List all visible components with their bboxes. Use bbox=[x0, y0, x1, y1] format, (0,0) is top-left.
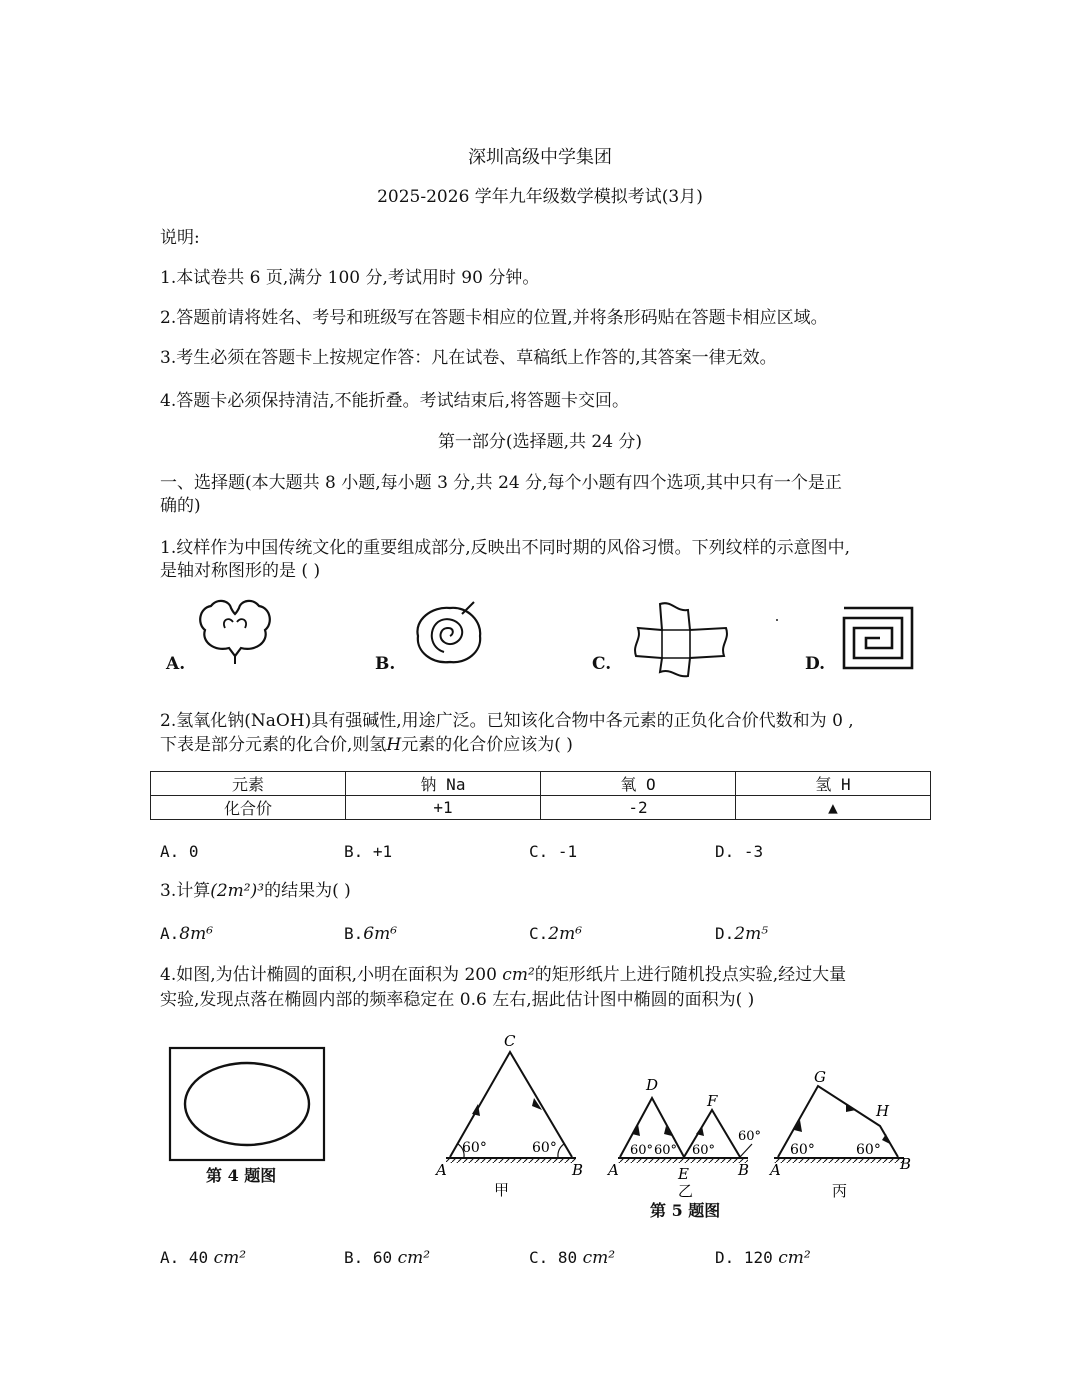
square-spiral-pattern-figure bbox=[840, 604, 916, 672]
q3-option-d-expr: 2m⁵ bbox=[734, 924, 769, 944]
q4-option-a bbox=[160, 1246, 246, 1270]
table-cell: 化合价 bbox=[151, 796, 346, 820]
valence-table bbox=[150, 771, 931, 820]
q3-option-c-expr: 2m⁶ bbox=[548, 924, 583, 944]
yi-label-a: A bbox=[608, 1161, 619, 1179]
q4-option-c-prefix: C. 80 bbox=[529, 1248, 578, 1267]
q4-option-a-unit: cm² bbox=[213, 1248, 247, 1268]
figure-5-yi bbox=[606, 1076, 761, 1200]
cloud-pattern-figure bbox=[195, 598, 275, 670]
yi-angle-1: 60° bbox=[630, 1143, 654, 1158]
part1-title: 第一部分(选择题,共 24 分) bbox=[437, 432, 643, 452]
table-row bbox=[151, 772, 931, 796]
table-row bbox=[151, 796, 931, 820]
figure-5-bing bbox=[768, 1068, 911, 1200]
q2-stem-line2-part1: 下表是部分元素的化合价,则氢 bbox=[160, 735, 387, 755]
q3-option-a bbox=[160, 922, 213, 946]
table-header-cell: 钠 Na bbox=[346, 772, 541, 796]
q4-stem-line1-part2: 的矩形纸片上进行随机投点实验,经过大量 bbox=[534, 965, 847, 985]
yi-label-d: D bbox=[646, 1076, 659, 1094]
jia-angle-1: 60° bbox=[462, 1140, 487, 1156]
q3-option-c-prefix: C. bbox=[529, 924, 549, 943]
q1-option-a-label: A. bbox=[166, 654, 186, 674]
jia-label-b: B bbox=[572, 1161, 584, 1179]
q4-option-d bbox=[715, 1246, 811, 1270]
figure-4-caption: 第 4 题图 bbox=[206, 1166, 277, 1185]
q1-option-d-label: D. bbox=[805, 654, 826, 674]
q4-option-d-prefix: D. 120 bbox=[715, 1248, 773, 1267]
yi-label-b: B bbox=[738, 1161, 750, 1179]
q2-stem-line2-part2: 元素的化合价应该为( ) bbox=[401, 735, 573, 755]
q2-stem-line2 bbox=[160, 733, 573, 757]
jia-label-c: C bbox=[504, 1032, 516, 1050]
bing-angle-2: 60° bbox=[856, 1142, 881, 1158]
bing-label-a: A bbox=[770, 1161, 781, 1179]
notes-heading: 说明: bbox=[160, 228, 200, 248]
table-cell: ▲ bbox=[736, 796, 931, 820]
q1-stem-line1: 1.纹样作为中国传统文化的重要组成部分,反映出不同时期的风俗习惯。下列纹样的示意图中, bbox=[160, 538, 851, 558]
bing-label-h: H bbox=[876, 1102, 890, 1120]
q4-option-b-unit: cm² bbox=[397, 1248, 431, 1268]
jia-angle-2: 60° bbox=[532, 1140, 557, 1156]
figure-5-jia bbox=[434, 1032, 583, 1199]
table-header-cell: 氢 H bbox=[736, 772, 931, 796]
section-instructions-line1: 一、选择题(本大题共 8 小题,每小题 3 分,共 24 分,每个小题有四个选项,其中只有一个是正 bbox=[160, 473, 842, 493]
stray-dot bbox=[776, 619, 778, 621]
q3-option-b bbox=[344, 922, 397, 946]
note-item-2: 2.答题前请将姓名、考号和班级写在答题卡相应的位置,并将条形码贴在答题卡相应区域。 bbox=[160, 308, 828, 328]
yi-label-e: E bbox=[678, 1165, 689, 1183]
q3-option-a-prefix: A. bbox=[160, 924, 180, 943]
q3-option-d-prefix: D. bbox=[715, 924, 735, 943]
bing-label-b: B bbox=[900, 1155, 912, 1173]
q3-option-b-expr: 6m⁶ bbox=[363, 924, 398, 944]
school-title: 深圳高级中学集团 bbox=[468, 147, 612, 168]
note-item-1: 1.本试卷共 6 页,满分 100 分,考试用时 90 分钟。 bbox=[160, 268, 540, 288]
bing-angle-1: 60° bbox=[790, 1142, 815, 1158]
bing-name: 丙 bbox=[832, 1182, 848, 1200]
q4-option-a-prefix: A. 40 bbox=[160, 1248, 209, 1267]
bing-label-g: G bbox=[814, 1068, 826, 1086]
q3-stem-part1: 3.计算 bbox=[160, 881, 211, 901]
yi-angle-3: 60° bbox=[692, 1143, 716, 1158]
yi-angle-2: 60° bbox=[654, 1143, 678, 1158]
q1-stem-line2: 是轴对称图形的是 ( ) bbox=[160, 561, 321, 581]
q1-option-c-label: C. bbox=[592, 654, 612, 674]
q4-option-d-unit: cm² bbox=[778, 1248, 811, 1268]
q2-option-a: A. 0 bbox=[160, 842, 199, 861]
q4-stem-line2: 实验,发现点落在椭圆内部的频率稳定在 0.6 左右,据此估计图中椭圆的面积为( ) bbox=[160, 990, 755, 1010]
table-header-cell: 氧 O bbox=[541, 772, 736, 796]
q2-stem-line1: 2.氢氧化钠(NaOH)具有强碱性,用途广泛。已知该化合物中各元素的正负化合价代数和为 0 , bbox=[160, 711, 854, 731]
table-cell: -2 bbox=[541, 796, 736, 820]
q4-area-unit: cm² bbox=[502, 965, 535, 985]
q2-option-d: D. -3 bbox=[715, 842, 764, 861]
jia-name: 甲 bbox=[494, 1181, 510, 1199]
table-header-cell: 元素 bbox=[151, 772, 346, 796]
q3-stem-part2: 的结果为( ) bbox=[264, 881, 351, 901]
yi-name: 乙 bbox=[678, 1182, 694, 1200]
q4-option-c bbox=[529, 1246, 615, 1270]
exam-title: 2025-2026 学年九年级数学模拟考试(3月) bbox=[377, 187, 703, 207]
q4-stem-line1-part1: 4.如图,为估计椭圆的面积,小明在面积为 bbox=[160, 965, 460, 985]
q4-option-b-prefix: B. 60 bbox=[344, 1248, 393, 1267]
q3-stem bbox=[160, 879, 351, 903]
yi-label-f: F bbox=[707, 1092, 718, 1110]
yi-angle-4: 60° bbox=[738, 1129, 762, 1144]
q3-option-d bbox=[715, 922, 768, 946]
q3-expression: (2m²)³ bbox=[210, 881, 265, 901]
q4-stem-line1 bbox=[160, 963, 846, 987]
figure-5-caption: 第 5 题图 bbox=[650, 1201, 721, 1220]
q3-option-a-expr: 8m⁶ bbox=[179, 924, 214, 944]
pinwheel-pattern-figure bbox=[632, 600, 732, 678]
q3-option-b-prefix: B. bbox=[344, 924, 364, 943]
q2-variable-h: H bbox=[386, 735, 402, 755]
table-cell: +1 bbox=[346, 796, 541, 820]
q2-option-b: B. +1 bbox=[344, 842, 393, 861]
q3-option-c bbox=[529, 922, 582, 946]
figure-5-diagrams bbox=[428, 1030, 920, 1202]
q4-option-b bbox=[344, 1246, 430, 1270]
section-instructions-line2: 确的) bbox=[160, 496, 201, 516]
spiral-pattern-figure bbox=[410, 600, 490, 668]
q1-option-b-label: B. bbox=[375, 654, 396, 674]
q4-area-number: 200 bbox=[464, 965, 497, 985]
note-item-3: 3.考生必须在答题卡上按规定作答：凡在试卷、草稿纸上作答的,其答案一律无效。 bbox=[160, 348, 777, 368]
note-item-4: 4.答题卡必须保持清洁,不能折叠。考试结束后,将答题卡交回。 bbox=[160, 391, 630, 411]
figure-4-rectangle-ellipse bbox=[168, 1046, 328, 1164]
q2-option-c: C. -1 bbox=[529, 842, 578, 861]
jia-label-a: A bbox=[436, 1161, 447, 1179]
q4-option-c-unit: cm² bbox=[582, 1248, 616, 1268]
